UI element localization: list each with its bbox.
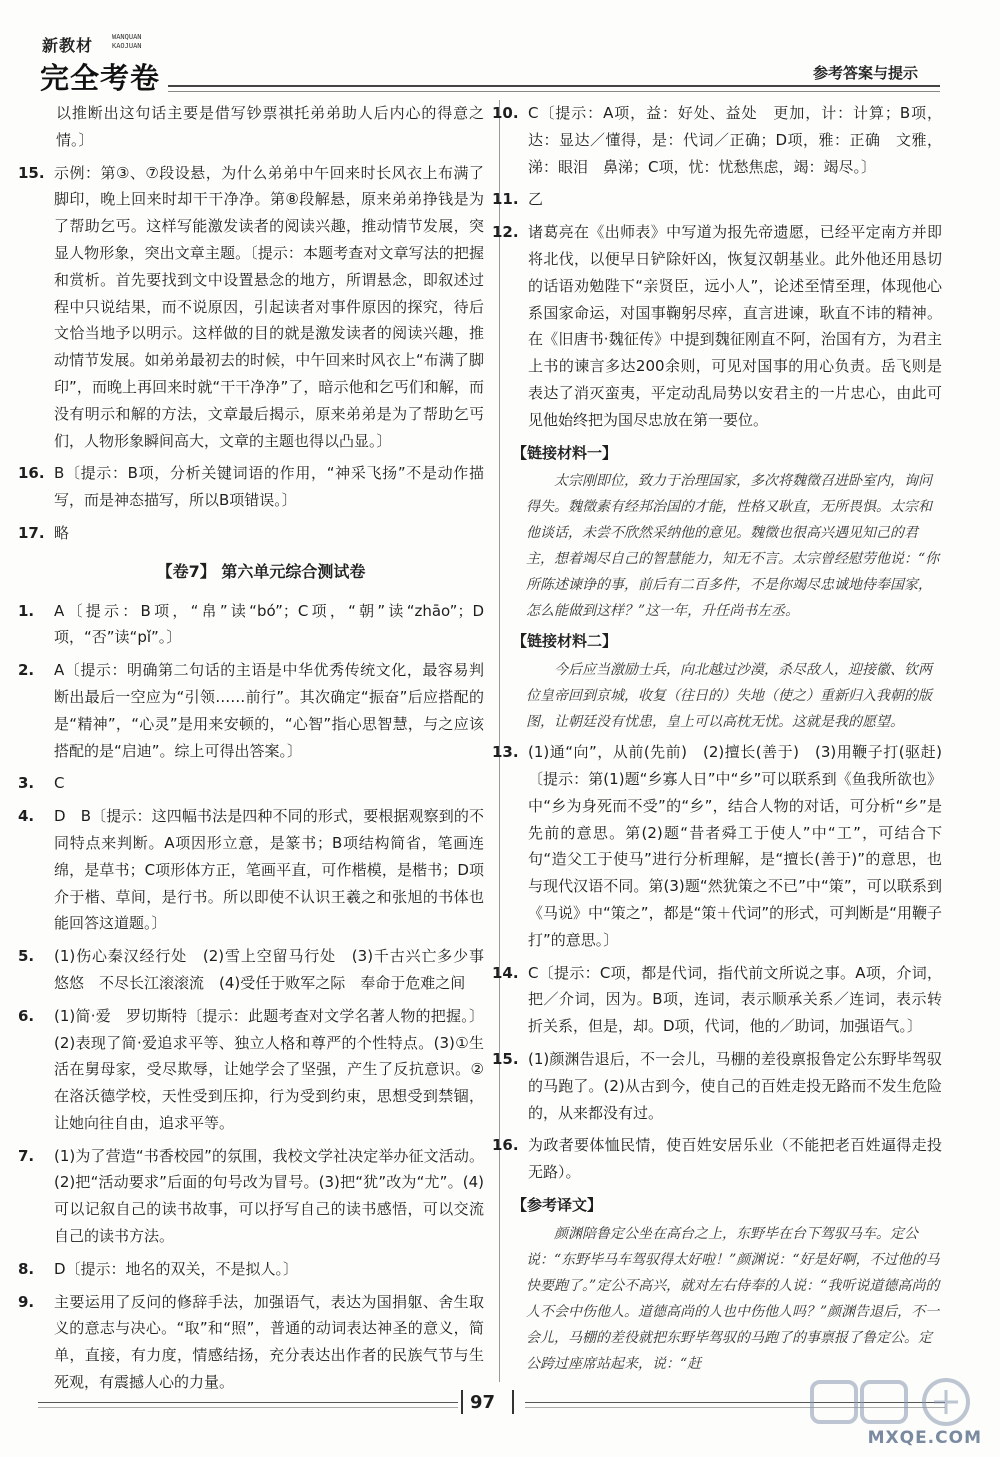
answer-number: 9. [18,1292,35,1311]
answer-text: 诸葛亮在《出师表》中写道为报先帝遗愿，已经平定南方并即将北伐，以便早日铲除奸凶，恢复汉朝基业。此外他还用恳切的话语劝勉陛下“亲贤臣，远小人”，论述至情至理，体现他心系国家命运，对国事鞠躬尽瘁，直言进谏，耿直不讳的精神。在《旧唐书·魏征传》中提到魏征刚直不阿，治国有方，为君主上书的谏言多达200余则，可见对国事的用心负责。岳飞则是表达了消灭蛮夷，平定动乱局势以安君主的一片忠心，由此可见他始终把为国尽忠放在第一要位。 [528,223,942,429]
answer-text: 略 [54,523,70,542]
answer-item-16 [18,460,484,514]
answer-number: 15. [492,1049,519,1068]
answer-item-2 [18,657,484,764]
answer-number: 10. [492,104,519,122]
answer-text: 主要运用了反问的修辞手法，加强语气，表达为国捐躯、舍生取义的意志与决心。“取”和“照”，普通的动词表达神圣的意义，简单，直接，有力度，情感结扬，充分表达出作者的民族气节与生死观，有震撼人心的力量。 [54,1292,484,1392]
page-number: 97 [470,1392,496,1413]
answer-number: 8. [18,1259,35,1278]
answer-item-15 [18,160,484,455]
answer-number: 7. [18,1146,35,1165]
answer-item-1 [18,598,484,652]
answer-number: 12. [492,223,519,242]
header-rule-thin [168,91,940,92]
link-material-2-text: 今后应当激励士兵，向北越过沙漠，杀尽敌人，迎接徽、钦两位皇帝回到京城，收复（往日的）失地（使之）重新归入我朝的版图，让朝廷没有忧患，皇上可以高枕无忧。这就是我的愿望。 [526,662,932,731]
answer-item-3 [18,770,484,797]
answer-text: C [54,774,65,793]
answer-number: 16. [18,464,45,483]
answer-number: 4. [18,807,35,826]
answer-number: 6. [18,1006,35,1025]
section-title: 【卷7】 第六单元综合测试卷 [156,561,366,581]
answer-text: A〔提示：明确第二句话的主语是中华优秀传统文化，最容易判断出最后一空应为“引领……前行”。其次确定“振奋”后应搭配的是“精神”，“心灵”是用来安顿的，“心智”指心思智慧，与之应该搭配的是“启迪”。综上可得出答案。〕 [54,661,484,760]
answer-number: 1. [18,601,35,620]
answer-item-17 [18,520,484,547]
answer-number: 13. [492,743,519,762]
answer-item-5 [18,943,500,997]
answer-item-16-right [492,1132,942,1186]
reference-translation-text: 颜渊陪鲁定公坐在高台之上，东野毕在台下驾驭马车。定公说：“东野毕马车驾驭得太好啦！”颜渊说：“好是好啊，不过他的马快要跑了。”定公不高兴，就对左右侍奉的人说：“我听说道德高尚的人不会中伤他人。道德高尚的人也中伤他人吗？”颜渊告退后，不一会儿，马棚的差役就把东野毕驾驭的马跑了的事禀报了鲁定公。定公跨过座席站起来，说：“赶 [526,1225,940,1372]
answer-item-7 [18,1143,484,1250]
answer-item-11 [492,186,942,213]
footer-rule-left [38,1402,458,1403]
answer-number: 14. [492,963,519,982]
answer-text: 为政者要体恤民情，使百姓安居乐业（不能把老百姓逼得走投无路）。 [528,1136,942,1182]
answer-continuation: 以推断出这句话主要是借写钞票祺托弟弟助人后内心的得意之情。〕 [56,104,484,149]
brand-english-line-2: KAOJUAN [112,42,142,50]
answer-number: 16. [492,1136,519,1155]
link-material-1-label: 【链接材料一】 [512,443,618,462]
link-material-1-text: 太宗刚即位，致力于治理国家，多次将魏徵召进卧室内，询问得失。魏徵素有经邦治国的才能，性格又耿直，无所畏惧。太宗和他谈话，未尝不欣然采纳他的意见。魏徵也很高兴遇见知己的君主，想着竭尽自己的智慧能力，知无不言。太宗曾经慰劳他说：“你所陈述谏诤的事，前后有二百多件，不是你竭尽忠诚地侍奉国家，怎么能做到这样？”这一年，升任尚书左丞。 [526,473,940,620]
link-material-2-label: 【链接材料二】 [512,632,618,651]
brand-english-label [112,33,142,51]
answer-item-10 [492,100,942,180]
answer-item-15-right [492,1046,942,1126]
answer-number: 17. [18,523,45,542]
answer-item-4 [18,803,484,937]
answer-text: (1)通“向”，从前(先前) (2)擅长(善于) (3)用鞭子打(驱赶)〔提示：第(1)题“乡寡人日”中“乡”可以联系到《鱼我所欲也》中“乡为身死而不受”的“乡”，结合人物的对话，可分析“乡”是先前的意思。第(2)题“昔者舜工于使人”中“工”，可结合下句“造父工于使马”进行分析理解，是“擅长(善于)”的意思，也与现代汉语不同。第(3)题“然犹策之不已”中“策”，可以联系到《马说》中“策之”，都是“策＋代词”的形式，可判断是“用鞭子打”的意思。〕 [528,743,942,949]
answer-text: (1)伤心秦汉经行处 (2)雪上空留马行处 (3)千古兴亡多少事 悠悠 不尽长江滚滚流 (4)受任于败军之际 奉命于危难之间 [54,947,500,992]
answer-text: 示例：第③、⑦段设悬，为什么弟弟中午回来时长风衣上布满了脚印，晚上回来时却干干净净。第⑧段解悬，原来弟弟挣钱是为了帮助乞丐。这样写能激发读者的阅读兴趣，推动情节发展，突显人物形象，突出文章主题。〔提示：本题考查对文章写法的把握和赏析。首先要找到文中设置悬念的地方，所谓悬念，即叙述过程中只说结果，而不说原因，引起读者对事件原因的探究，待后文恰当地予以明示。这样做的目的就是激发读者的阅读兴趣，推动情节发展。如弟弟最初去的时候，中午回来时风衣上“布满了脚印”，而晚上再回来时就“干干净净”了，暗示他和乞丐们和解，而没有明示和解的方法，文章最后揭示，原来弟弟是为了帮助乞丐们，人物形象瞬间高大，文章的主题也得以凸显。〕 [54,163,484,450]
header-section-title: 参考答案与提示 [812,64,918,82]
answer-item-12 [492,219,942,433]
answer-text: 乙 [528,190,544,209]
footer-bar-right [512,1390,514,1414]
answer-item-8 [18,1256,484,1283]
answer-number: 11. [492,190,519,209]
answer-text: (1)颜渊告退后，不一会儿，马棚的差役禀报鲁定公东野毕驾驭的马跑了。(2)从古到今，使自己的百姓走投无路而不发生危险的，从来都没有过。 [528,1049,942,1122]
answer-item-6 [18,1003,484,1137]
answer-item-14 [492,960,942,1040]
watermark-text: MXQE.COM [867,1428,982,1448]
right-column [492,100,942,1381]
answer-text: D〔提示：地名的双关，不是拟人。〕 [54,1259,299,1278]
answer-text: C〔提示：C项，都是代词，指代前文所说之事。A项，介词，把／介词，因为。B项，连词，表示顺承关系／连词，表示转折关系，但是，却。D项，代词，他的／助词，加强语气。〕 [528,963,942,1036]
brand-english-line-1: WANQUAN [112,33,142,41]
answer-number: 15. [18,163,45,182]
header-rule [168,85,940,87]
brand-small-title: 新教材 [42,36,94,55]
answer-number: 2. [18,661,35,680]
answer-text: (1)为了营造“书香校园”的氛围，我校文学社决定举办征文活动。(2)把“活动要求”后面的句号改为冒号。(3)把“犹”改为“尤”。(4)可以记叙自己的读书故事，可以抒写自己的读书感悟，可以交流自己的读书方法。 [54,1146,484,1246]
answer-text: A〔提示：B项，“帛”读“bó”；C项，“朝”读“zhāo”；D项，“否”读“pǐ”。〕 [54,601,484,647]
footer-bar-left [461,1390,463,1414]
answer-text: D B〔提示：这四幅书法是四种不同的形式，要根据观察到的不同特点来判断。A项因形立意，是篆书；B项结构简省，笔画连绵，是草书；C项形体方正，笔画平直，可作楷模，是楷书；D项介于楷、草间，是行书。所以即使不认识王羲之和张旭的书体也能回答这道题。〕 [54,807,484,933]
answer-number: 5. [18,947,35,966]
answer-text: C〔提示：A项，益：好处、益处 更加，计：计算；B项，达：显达／懂得，是：代词／正确；D项，雅：正确 文雅，涕：眼泪 鼻涕；C项，忧：忧愁焦虑，竭：竭尽。〕 [528,104,942,176]
left-column [18,100,500,1402]
answer-text: B〔提示：B项，分析关键词语的作用，“神采飞扬”不是动作描写，而是神态描写，所以B项错误。〕 [54,464,484,510]
answer-item-9 [18,1289,484,1396]
answer-item-13 [492,739,942,953]
answer-text: (1)简·爱 罗切斯特〔提示：此题考查对文学名著人物的把握。〕(2)表现了简·爱追求平等、独立人格和尊严的个性特点。(3)①生活在舅母家，受尽欺辱，让她学会了坚强，产生了反抗意识。②在洛沃德学校，天性受到压抑，行为受到约束，思想受到禁锢，让她向往自由，追求平等。 [54,1006,484,1132]
footer-rule-left-thin [38,1407,458,1408]
answer-number: 3. [18,774,35,793]
reference-translation-label: 【参考译文】 [512,1195,603,1214]
brand-main-title: 完全考卷 [40,61,161,95]
